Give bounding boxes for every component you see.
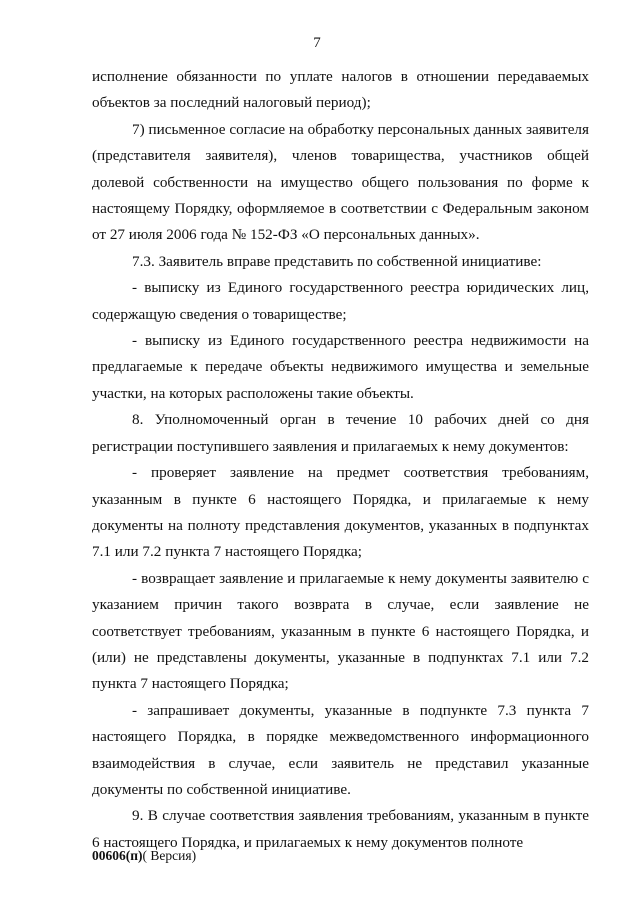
paragraph-egrn-extract: - выписку из Единого государственного реестра недвижимости на предлагаемые к передаче объекты недвижимого имущества и земельные участки, на которых расположены такие объекты.	[92, 332, 589, 402]
paragraph-tax-obligation: исполнение обязанности по уплате налогов в отношении передаваемых объектов за последний налоговый период);	[92, 68, 589, 112]
paragraph-item-7-consent: 7) письменное согласие на обработку персональных данных заявителя (представителя заявителя), членов товарищества, участников общей долевой собственности на имущество общего пользования по форме к настоящему Порядку, оформляемое в соответствии с Федеральным законом от 27 июля 2006 года № 152-ФЗ «О персональных данных».	[92, 120, 589, 244]
document-body	[92, 64, 589, 856]
paragraph-7-3: 7.3. Заявитель вправе представить по собственной инициативе:	[132, 252, 542, 270]
page-number: 7	[313, 35, 321, 51]
document-code: 00606(п)	[92, 848, 143, 863]
document-version: ( Версия)	[142, 848, 197, 863]
paragraph-8-check: - проверяет заявление на предмет соответствия требованиям, указанным в пункте 6 настоящего Порядка, и прилагаемые к нему документы на полноту представления документов, указанных в подпунктах 7.1 или 7.2 пункта 7 настоящего Порядка;	[92, 464, 589, 561]
paragraph-9: 9. В случае соответствия заявления требованиям, указанным в пункте 6 настоящего Порядка, и прилагаемых к нему документов полноте	[92, 807, 589, 851]
paragraph-8-return: - возвращает заявление и прилагаемые к нему документы заявителю с указанием причин такого возврата в случае, если заявление не соответствует требованиям, указанным в пункте 6 настоящего Порядка, и (или) не представлены документы, указанные в подпунктах 7.1 или 7.2 пункта 7 настоящего Порядка;	[92, 569, 589, 693]
paragraph-8: 8. Уполномоченный орган в течение 10 рабочих дней со дня регистрации поступившего заявления и прилагаемых к нему документов:	[92, 411, 589, 455]
paragraph-egrul-extract: - выписку из Единого государственного реестра юридических лиц, содержащую сведения о товариществе;	[92, 279, 589, 323]
paragraph-8-request: - запрашивает документы, указанные в подпункте 7.3 пункта 7 настоящего Порядка, в порядке межведомственного информационного взаимодействия в случае, если заявитель не представил указанные документы по собственной инициативе.	[92, 701, 589, 798]
document-footer	[92, 847, 196, 865]
